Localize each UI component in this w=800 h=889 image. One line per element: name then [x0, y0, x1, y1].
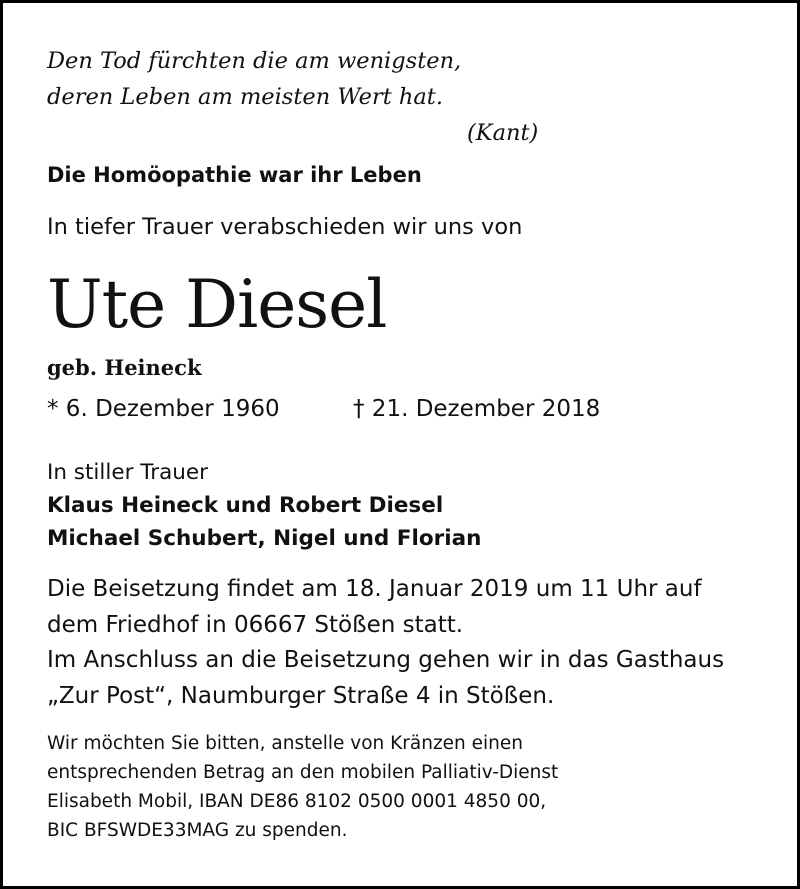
donation-line: BIC BFSWDE33MAG zu spenden. [47, 820, 348, 841]
quote-line: Den Tod fürchten die am wenigsten, [47, 48, 462, 74]
mourners-heading: In stiller Trauer [47, 460, 208, 485]
maiden-name: geb. Heineck [47, 355, 202, 380]
birth-date: * 6. Dezember 1960 [47, 396, 280, 422]
death-date: † 21. Dezember 2018 [353, 396, 601, 422]
deceased-name: Ute Diesel [47, 266, 387, 343]
quote-line: deren Leben am meisten Wert hat. [47, 84, 444, 110]
funeral-line: „Zur Post“, Naumburger Straße 4 in Stößen. [47, 682, 555, 709]
donation-line: Wir möchten Sie bitten, anstelle von Kränzen einen [47, 733, 523, 754]
motto: Die Homöopathie war ihr Leben [47, 163, 422, 187]
donation-line: entsprechenden Betrag an den mobilen Palliativ-Dienst [47, 762, 559, 783]
quote-author: (Kant) [467, 120, 539, 146]
quote-block [47, 43, 538, 151]
mourners-names: Michael Schubert, Nigel und Florian [47, 526, 482, 551]
funeral-info [47, 572, 724, 714]
donation-request [47, 729, 558, 845]
mourners-block [47, 456, 481, 555]
funeral-line: Die Beisetzung findet am 18. Januar 2019 um 11 Uhr auf [47, 576, 702, 602]
mourners-names: Klaus Heineck und Robert Diesel [47, 493, 444, 518]
funeral-line: dem Friedhof in 06667 Stößen statt. [47, 611, 464, 638]
donation-line: Elisabeth Mobil, IBAN DE86 8102 0500 0001 4850 00, [47, 791, 547, 812]
funeral-line: Im Anschluss an die Beisetzung gehen wir in das Gasthaus [47, 647, 725, 673]
life-dates [47, 396, 601, 422]
intro-text: In tiefer Trauer verabschieden wir uns von [47, 214, 523, 240]
